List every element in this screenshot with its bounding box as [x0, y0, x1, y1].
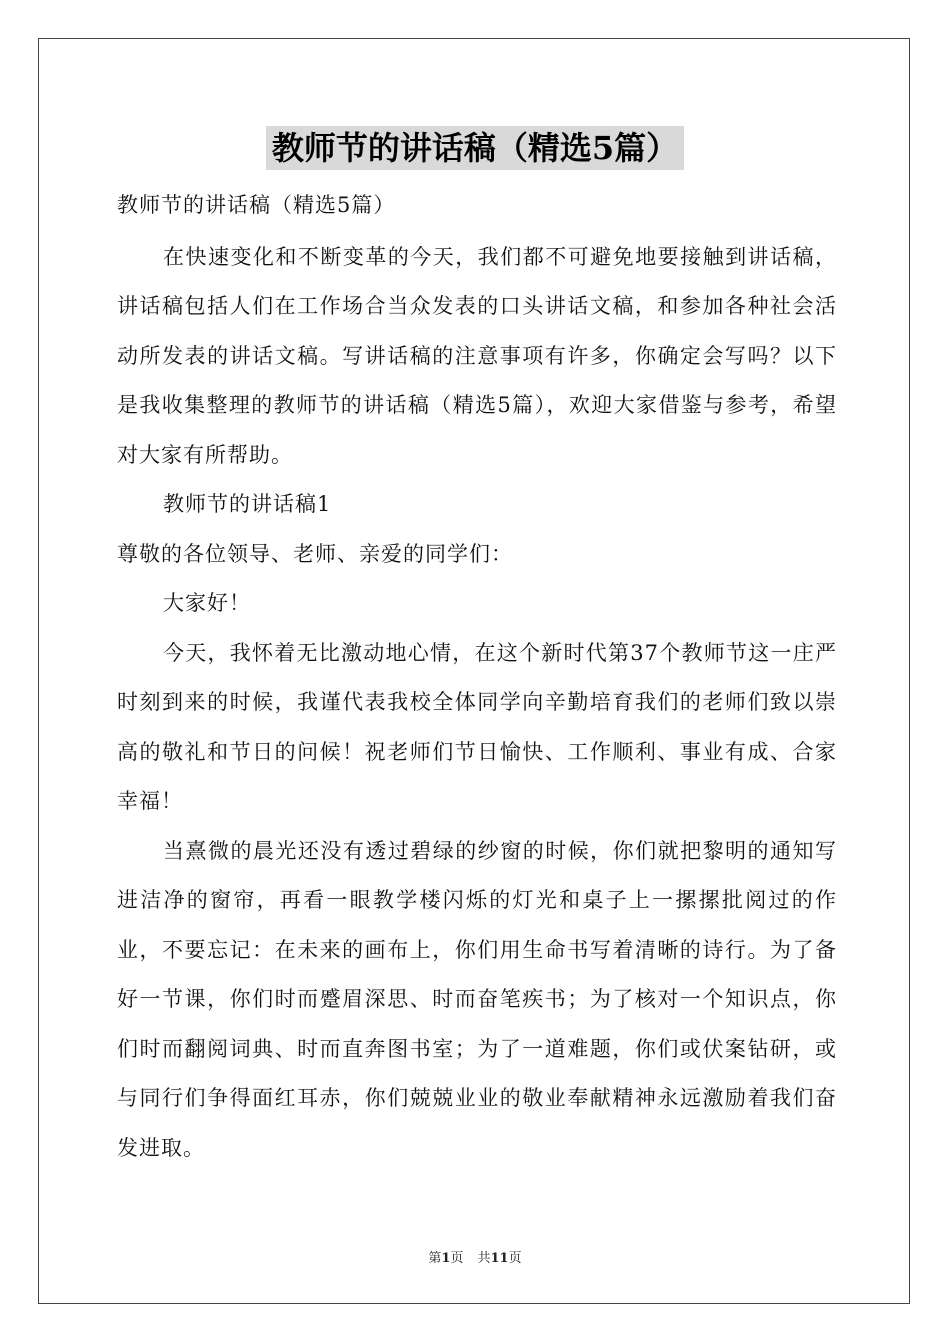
footer-total-prefix: 共 [477, 1251, 491, 1266]
greeting: 大家好！ [163, 591, 251, 615]
footer-total-unit: 页 [508, 1251, 522, 1266]
document-subtitle: 教师节的讲话稿（精选5篇） [117, 193, 396, 217]
document-body [117, 181, 837, 1173]
document-title [0, 126, 950, 170]
footer-total-pages: 11 [490, 1251, 509, 1266]
intro-paragraph: 在快速变化和不断变革的今天，我们都不可避免地要接触到讲话稿，讲话稿包括人们在工作场合当众发表的口头讲话文稿，和参加各种社会活动所发表的讲话文稿。写讲话稿的注意事项有许多，你确定会写吗？以下是我收集整理的教师节的讲话稿（精选5篇），欢迎大家借鉴与参考，希望对大家有所帮助。 [117, 244, 837, 467]
section-heading: 教师节的讲话稿1 [163, 492, 332, 516]
body-paragraph-1: 今天，我怀着无比激动地心情，在这个新时代第37个教师节这一庄严时刻到来的时候，我谨代表我校全体同学向辛勤培育我们的老师们致以崇高的敬礼和节日的问候！祝老师们节日愉快、工作顺利、事业有成、合家幸福！ [117, 640, 837, 813]
body-paragraph-2: 当熹微的晨光还没有透过碧绿的纱窗的时候，你们就把黎明的通知写进洁净的窗帘，再看一眼教学楼闪烁的灯光和桌子上一摞摞批阅过的作业，不要忘记：在未来的画布上，你们用生命书写着清晰的诗行。为了备好一节课，你们时而蹙眉深思、时而奋笔疾书；为了核对一个知识点，你们时而翻阅词典、时而直奔图书室；为了一道难题，你们或伏案钻研，或与同行们争得面红耳赤，你们兢兢业业的敬业奉献精神永远激励着我们奋发进取。 [117, 838, 837, 1160]
page-footer [0, 1247, 950, 1266]
salutation: 尊敬的各位领导、老师、亲爱的同学们： [117, 541, 513, 566]
document-title-text: 教师节的讲话稿（精选5篇） [266, 126, 684, 170]
footer-prefix: 第 [428, 1251, 442, 1266]
footer-page-unit: 页 [450, 1251, 464, 1266]
footer-page-number: 1 [441, 1251, 451, 1266]
